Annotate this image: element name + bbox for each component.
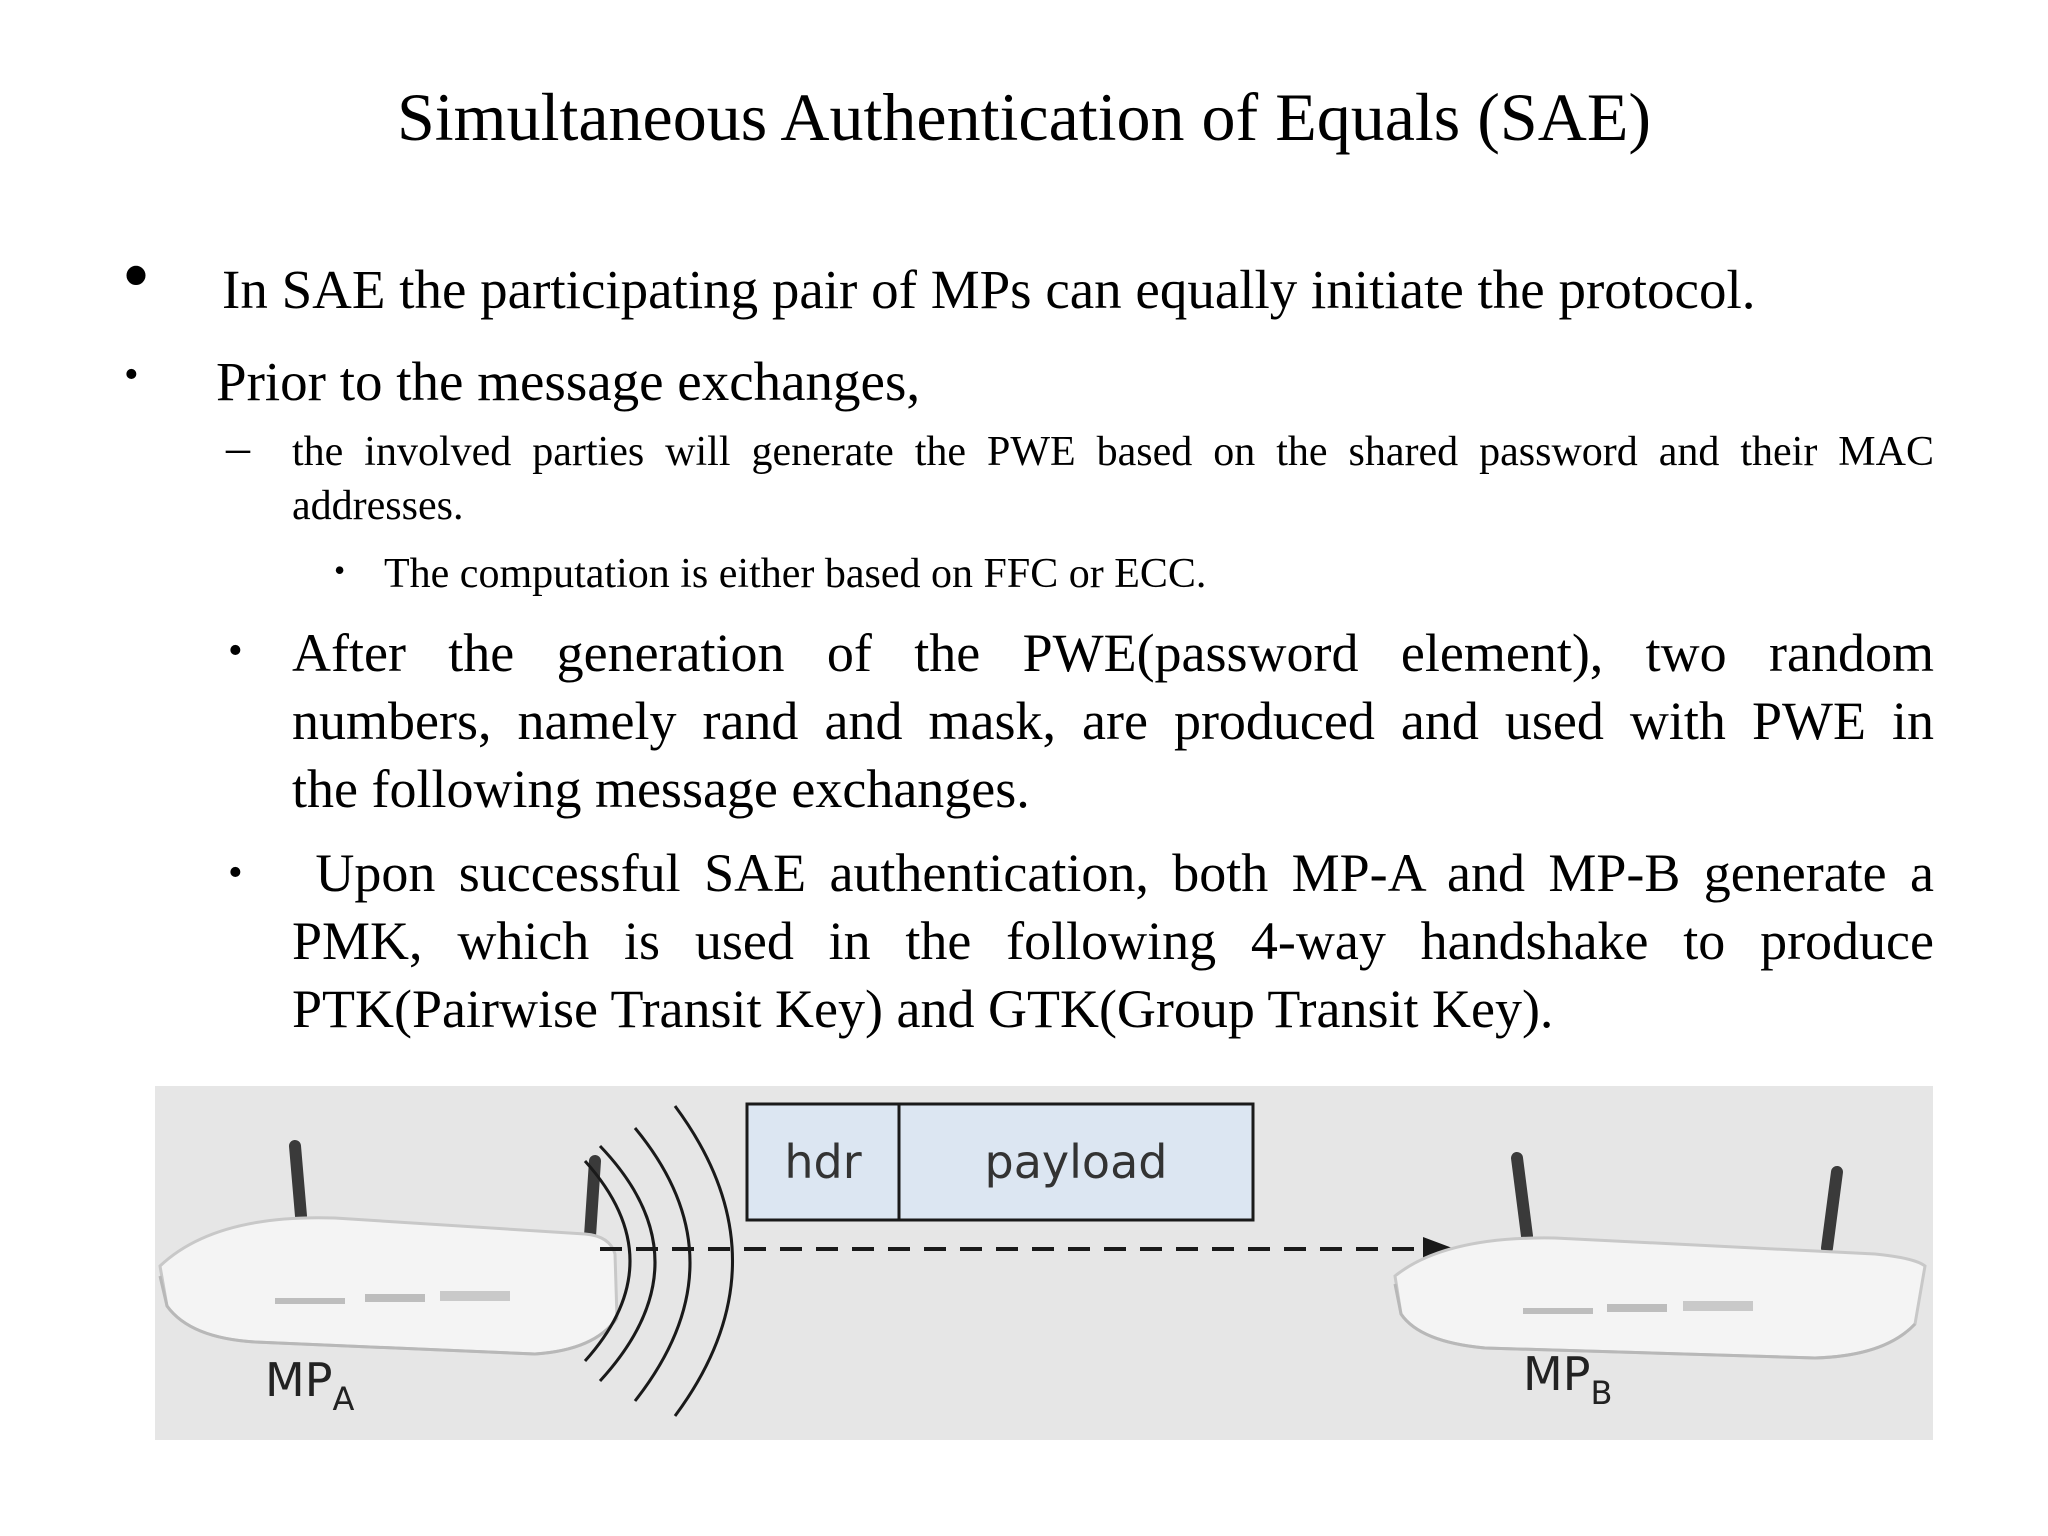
- sub-sub-bullet-marker: •: [334, 552, 346, 588]
- bullet-3-line3: the following message exchanges.: [292, 759, 1030, 819]
- sae-diagram: [155, 1086, 1933, 1440]
- bullet-1-text: In SAE the participating pair of MPs can equally initiate the protocol.: [222, 259, 1756, 320]
- slide-title: Simultaneous Authentication of Equals (SAE): [396, 79, 1652, 155]
- sub-sub-bullet-text: The computation is either based on FFC or ECC.: [384, 551, 1207, 597]
- sub-bullet-dash: –: [226, 421, 250, 474]
- bullet-marker-2: •: [124, 352, 139, 398]
- sub-bullet-text-line2: addresses.: [292, 483, 464, 529]
- mp-a-label: $MP_A$: [265, 1353, 355, 1418]
- frame-payload-label: payload: [984, 1135, 1168, 1189]
- bullet-3-line1: After the generation of the PWE(password element), two random: [292, 623, 1934, 683]
- frame-hdr-label: hdr: [784, 1135, 862, 1189]
- bullet-marker-3: •: [228, 628, 243, 674]
- bullet-4-line3: PTK(Pairwise Transit Key) and GTK(Group Transit Key).: [292, 979, 1554, 1039]
- bullet-marker-1: •: [122, 232, 151, 320]
- bullet-marker-4: •: [228, 850, 243, 896]
- bullet-3-line2: numbers, namely rand and mask, are produced and used with PWE in: [292, 691, 1934, 751]
- mp-b-label: $MP_B$: [1523, 1347, 1613, 1412]
- router-a-icon: [160, 1146, 617, 1354]
- sub-bullet-text-line1: the involved parties will generate the PWE based on the shared password and their MAC: [292, 429, 1934, 475]
- router-b-icon: [1395, 1158, 1925, 1358]
- bullet-2-text: Prior to the message exchanges,: [216, 351, 921, 412]
- frame-box: [747, 1104, 1253, 1220]
- sae-diagram-svg: [155, 1086, 1933, 1440]
- bullet-4-line2: PMK, which is used in the following 4-way handshake to produce: [292, 911, 1934, 971]
- bullet-4-line1: Upon successful SAE authentication, both MP-A and MP-B generate a: [292, 843, 1934, 903]
